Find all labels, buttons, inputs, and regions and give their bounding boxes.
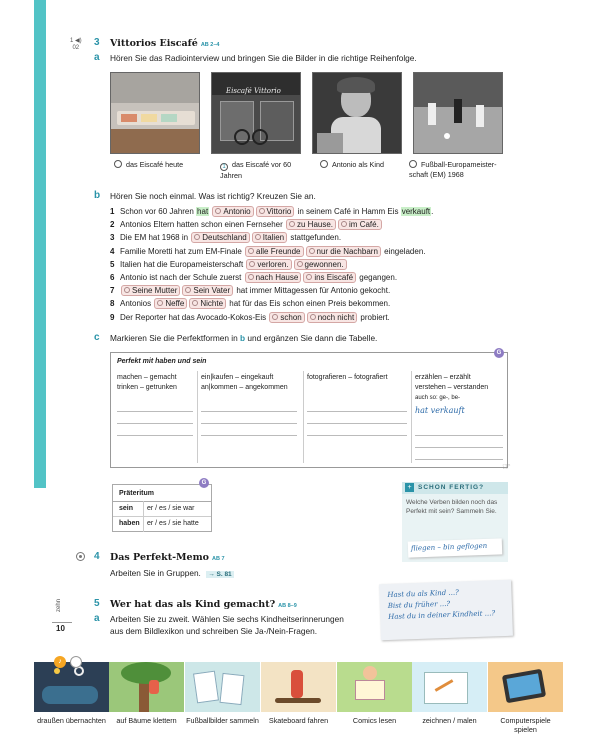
- workbook-ref: AB 2–4: [200, 42, 220, 48]
- statement-text: Schon vor 60 Jahren: [120, 207, 197, 216]
- verb-cell: sein: [119, 505, 134, 512]
- strip-caption: zeichnen / malen: [422, 716, 477, 725]
- subexercise-letter: b: [94, 190, 101, 201]
- divider: [143, 501, 144, 532]
- table-cell: ein|kaufen – eingekauft: [201, 374, 274, 381]
- statement-text: eingeladen.: [381, 246, 426, 256]
- write-line[interactable]: [307, 411, 407, 412]
- statement-number: 6: [110, 273, 115, 282]
- column-divider: [411, 371, 412, 463]
- statement-row: [110, 285, 390, 296]
- statement-number: 9: [110, 312, 115, 322]
- shop-sign: Eiscafé Vittorio: [226, 87, 281, 95]
- checkbox-circle[interactable]: [272, 314, 278, 320]
- track-cd: 1: [70, 38, 74, 44]
- checkbox-circle[interactable]: [255, 234, 261, 240]
- answer-option[interactable]: Seine Mutter: [121, 285, 180, 296]
- exercise-number: 4: [94, 551, 100, 562]
- checkbox-circle[interactable]: [194, 234, 200, 240]
- checkbox-circle[interactable]: [259, 208, 265, 214]
- schon-fertig-text: Welche Verben bilden noch das Perfekt mit sein? Sammeln Sie.: [406, 499, 498, 515]
- statement-text: hat immer Mittagessen für Antonio gekocht.: [234, 286, 391, 296]
- statement-row: [110, 298, 390, 309]
- statement-number: 5: [110, 259, 115, 269]
- exercise-title: [110, 552, 225, 563]
- answer-option[interactable]: schon: [269, 312, 304, 323]
- checkbox-circle[interactable]: [297, 261, 303, 267]
- statement-text: stattgefunden.: [288, 233, 342, 243]
- statement-text: Italien hat die Europameisterschaft: [120, 259, 246, 269]
- instruction-5a-line1: Arbeiten Sie zu zweit. Wählen Sie sechs Kindheitserinnerungen: [110, 614, 344, 624]
- exercise-title-text: Wer hat das als Kind gemacht?: [110, 599, 276, 610]
- photo-eiscafe-today: [110, 72, 200, 154]
- note-line: Bist du früher ...?: [387, 599, 451, 611]
- subexercise-letter: a: [94, 52, 100, 63]
- checkbox-circle[interactable]: [309, 248, 315, 254]
- exercise-title-text: Das Perfekt-Memo: [110, 552, 209, 563]
- photo-em-1968: [413, 72, 503, 154]
- table-cell: an|kommen – angekommen: [201, 384, 288, 391]
- instruction-c-text-end: und ergänzen Sie dann die Tabelle.: [245, 333, 378, 343]
- instruction-a: Hören Sie das Radiointerview und bringen Sie die Bilder in die richtige Reihenfolge.: [110, 53, 417, 63]
- caption-option[interactable]: [409, 160, 511, 179]
- page-word: zehn: [56, 598, 62, 612]
- statement-number: 4: [110, 246, 115, 256]
- instruction-b: Hören Sie noch einmal. Was ist richtig? Kreuzen Sie an.: [110, 191, 316, 201]
- write-line[interactable]: [415, 435, 503, 436]
- checkbox-circle[interactable]: [341, 221, 347, 227]
- answer-option[interactable]: ins Eiscafé: [303, 272, 356, 283]
- praeteritum-box: [112, 484, 212, 532]
- write-line[interactable]: [201, 435, 297, 436]
- picture-lexicon-strip: [34, 662, 564, 712]
- statement-text: Antonios Eltern hatten schon einen Fernseher: [120, 220, 285, 230]
- statement-row: [110, 206, 433, 217]
- checkbox-circle[interactable]: [248, 274, 254, 280]
- strip-caption: draußen übernachten: [37, 716, 106, 725]
- radio-circle[interactable]: [409, 160, 417, 168]
- radio-circle-marked[interactable]: 1: [220, 163, 228, 171]
- statement-number: 7: [110, 286, 115, 296]
- answer-option[interactable]: zu Hause.: [286, 219, 336, 230]
- tile-fussballbilder-sammeln: [185, 662, 260, 712]
- table-cell: fotografieren – fotografiert: [307, 374, 388, 381]
- question-note: [379, 580, 513, 641]
- write-line[interactable]: [117, 411, 193, 412]
- statement-row: [110, 232, 341, 243]
- answer-option[interactable]: alle Freunde: [245, 246, 303, 257]
- statement-text: probiert.: [358, 312, 390, 322]
- write-line[interactable]: [117, 423, 193, 424]
- checkbox-circle[interactable]: [124, 287, 130, 293]
- write-line[interactable]: [415, 447, 503, 448]
- exercise-number: 5: [94, 598, 100, 609]
- tile-skateboard-fahren: [261, 662, 336, 712]
- track-number: 02: [72, 45, 80, 51]
- page-number: 10: [56, 624, 65, 633]
- write-line[interactable]: [307, 423, 407, 424]
- table-cell: machen – gemacht: [117, 374, 177, 381]
- tile-zeichnen-malen: [412, 662, 487, 712]
- write-line[interactable]: [415, 459, 503, 460]
- caption-text: das Eiscafé vor 60 Jahren: [220, 160, 292, 180]
- schon-fertig-title: SCHON FERTIG?: [418, 484, 485, 491]
- table-hint: auch so: ge-, be-: [415, 395, 461, 401]
- game-icon: [76, 552, 85, 561]
- answer-option[interactable]: Italien: [252, 232, 287, 243]
- grammar-badge: G: [494, 348, 504, 358]
- answer-option[interactable]: Neffe: [154, 298, 187, 309]
- write-line[interactable]: [201, 423, 297, 424]
- exercise-number: 3: [94, 37, 100, 48]
- checkbox-circle[interactable]: [306, 274, 312, 280]
- exercise-title: [110, 599, 297, 610]
- exercise-title: [110, 38, 219, 49]
- instruction-5a-line2: aus dem Bildlexikon und schreiben Sie Ja-/Nein-Fragen.: [110, 626, 318, 636]
- forms-cell: [147, 505, 194, 512]
- instruction-4-text: Arbeiten Sie in Gruppen.: [110, 568, 201, 578]
- answer-option[interactable]: gewonnen.: [294, 259, 347, 270]
- highlighted-verb: hat: [197, 207, 209, 216]
- checkbox-circle[interactable]: [192, 300, 198, 306]
- instruction-c-text: Markieren Sie die Perfektformen in: [110, 333, 241, 343]
- caption-text: das Eiscafé heute: [126, 160, 184, 169]
- perfekt-table: [110, 352, 508, 468]
- checkbox-circle[interactable]: [248, 248, 254, 254]
- subexercise-letter: c: [94, 332, 100, 343]
- forms-text: er / es / sie hatte: [147, 520, 199, 527]
- statement-text: Antonios: [120, 299, 154, 309]
- note-line: Hast du in deiner Kindheit ...?: [388, 609, 496, 622]
- handwritten-entry: hat verkauft: [415, 406, 465, 415]
- answer-option[interactable]: Sein Vater: [182, 285, 233, 296]
- caption-text: Fußball-Europameister-schaft (EM) 1968: [409, 160, 497, 179]
- answer-option[interactable]: verloren.: [246, 259, 291, 270]
- table-column-2: [201, 373, 288, 393]
- schon-fertig-box: [402, 482, 508, 562]
- answer-option[interactable]: Antonio: [212, 206, 253, 217]
- radio-circle[interactable]: [114, 160, 122, 168]
- table-cell: erzählen – erzählt: [415, 374, 471, 381]
- checkbox-circle[interactable]: [310, 314, 316, 320]
- answer-option[interactable]: noch nicht: [307, 312, 357, 323]
- forms-cell: [147, 520, 199, 527]
- caption-option[interactable]: [320, 160, 410, 170]
- statement-text: gegangen.: [357, 273, 398, 282]
- note-line: Hast du als Kind ...?: [387, 588, 460, 600]
- checkbox-circle[interactable]: [157, 300, 163, 306]
- answer-option[interactable]: Vittorio: [256, 206, 295, 217]
- audio-track-label: [70, 38, 82, 52]
- table-column-4: [415, 373, 488, 416]
- caption-text: Antonio als Kind: [332, 160, 384, 169]
- radio-circle[interactable]: [320, 160, 328, 168]
- answer-option[interactable]: nur die Nachbarn: [306, 246, 381, 257]
- page-margin-bar: [34, 0, 46, 488]
- answer-option[interactable]: nach Hause: [245, 272, 302, 283]
- statement-text: [209, 207, 211, 216]
- write-line[interactable]: [201, 411, 297, 412]
- tile-baeume-klettern: [109, 662, 184, 712]
- statement-row: [110, 272, 397, 283]
- workbook-ref: AB 8–9: [278, 603, 297, 609]
- verb-cell: haben: [119, 520, 140, 527]
- caption-option[interactable]: [114, 160, 204, 170]
- photo-antonio-as-child: [312, 72, 402, 154]
- statement-row: [110, 219, 383, 230]
- statement-text: hat für das Eis schon einen Preis bekommen.: [227, 299, 391, 309]
- plus-icon: +: [405, 483, 414, 492]
- statement-number: 3: [110, 233, 115, 243]
- photo-eiscafe-60-years-ago: [211, 72, 301, 154]
- statement-text: in seinem Café in Hamm Eis: [295, 207, 401, 216]
- table-cell: trinken – getrunken: [117, 384, 177, 391]
- highlighted-verb: verkauft: [401, 207, 431, 216]
- handwritten-note: fliegen – bin geflogen: [408, 538, 503, 557]
- statement-text: .: [431, 207, 434, 216]
- statement-number: 1: [110, 207, 115, 216]
- grammar-badge: G: [199, 478, 209, 488]
- exercise-title-text: Vittorios Eiscafé: [110, 38, 198, 49]
- statement-text: Antonio ist nach der Schule zuerst: [120, 273, 244, 282]
- checkbox-circle[interactable]: [185, 287, 191, 293]
- audio-icon[interactable]: ♪: [54, 656, 66, 668]
- table-column-3: [307, 373, 388, 383]
- statement-text: Familie Moretti hat zum EM-Finale: [120, 246, 245, 256]
- answer-option[interactable]: Deutschland: [191, 232, 249, 243]
- answer-option[interactable]: im Café.: [338, 219, 382, 230]
- strip-caption: Computerspiele spielen: [500, 716, 551, 734]
- checkbox-circle[interactable]: [215, 208, 221, 214]
- instruction-c: [110, 333, 377, 343]
- strip-caption: Comics lesen: [352, 716, 397, 725]
- caption-option[interactable]: [220, 160, 300, 181]
- note-lines: [387, 586, 495, 623]
- statement-text: Die EM hat 1968 in: [120, 233, 191, 243]
- statement-row: [110, 259, 348, 270]
- write-line[interactable]: [307, 435, 407, 436]
- table-title: Perfekt mit haben und sein: [117, 358, 207, 365]
- statement-row: [110, 312, 390, 323]
- table-column-1: [117, 373, 177, 393]
- instruction-c-ref: b: [240, 333, 246, 343]
- page-reference-link[interactable]: → S. 81: [208, 571, 232, 578]
- cursor-icon: ☞: [502, 462, 511, 473]
- column-divider: [303, 371, 304, 463]
- instruction-4: [110, 568, 234, 578]
- strip-caption: Fußballbilder sammeln: [186, 716, 259, 725]
- checkbox-circle[interactable]: [249, 261, 255, 267]
- statement-number: 8: [110, 299, 115, 309]
- statement-text: Der Reporter hat das Avocado-Kokos-Eis: [120, 312, 269, 322]
- statement-number: 2: [110, 220, 115, 230]
- speaker-icon: ◀): [73, 38, 82, 44]
- page-divider: [52, 622, 72, 623]
- checkbox-circle[interactable]: [289, 221, 295, 227]
- statement-row: [110, 246, 425, 257]
- write-line[interactable]: [117, 435, 193, 436]
- answer-option[interactable]: Nichte: [189, 298, 226, 309]
- divider: [113, 516, 211, 517]
- tile-draussen-uebernachten: [34, 662, 109, 712]
- praeteritum-title: Präteritum: [119, 490, 155, 497]
- forms-text: er / es / sie war: [147, 505, 195, 512]
- tile-computerspiele-spielen: [488, 662, 563, 712]
- strip-caption: Skateboard fahren: [268, 716, 329, 725]
- divider: [113, 501, 211, 502]
- tile-comics-lesen: [337, 662, 412, 712]
- schon-fertig-header: [402, 482, 508, 494]
- column-divider: [197, 371, 198, 463]
- video-icon[interactable]: [70, 656, 82, 668]
- strip-caption: auf Bäume klettern: [116, 716, 177, 725]
- subexercise-letter: a: [94, 613, 100, 624]
- table-cell: verstehen – verstanden: [415, 384, 489, 391]
- workbook-ref: AB 7: [211, 556, 225, 562]
